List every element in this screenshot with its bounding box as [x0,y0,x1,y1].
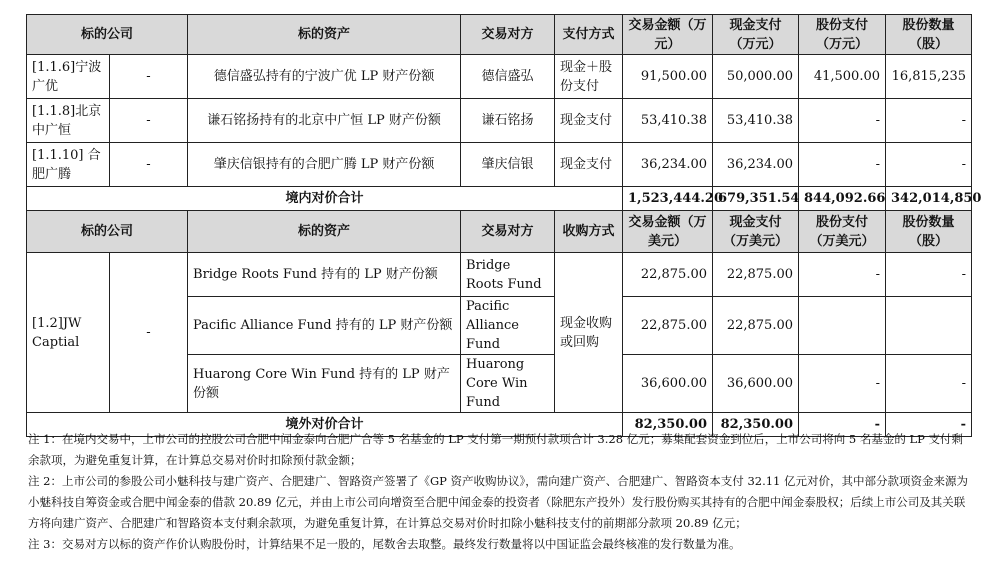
overseas-total-cash: 82,350.00 [713,413,799,437]
col-shares-qty: 股份数量（股） [886,15,972,55]
note-3: 注 3：交易对方以标的资产作价认购股份时，计算结果不足一股的，尾数舍去取整。最终发行数量将以中国证监会最终核准的发行数量为准。 [28,537,741,551]
domestic-total-label: 境内对价合计 [27,187,623,211]
header-row-domestic [27,15,972,55]
share-cell [799,297,886,355]
company-code: [1.1.10] 合肥广腾 [27,143,110,187]
asset-cell: Huarong Core Win Fund 持有的 LP 财产份额 [188,355,461,413]
payment-cell: 现金支付 [555,99,623,143]
counterparty-cell: 谦石铭扬 [461,99,555,143]
overseas-total-amount: 82,350.00 [623,413,713,437]
asset-cell: 谦石铭扬持有的北京中广恒 LP 财产份额 [188,99,461,143]
asset-cell: 德信盛弘持有的宁波广优 LP 财产份额 [188,55,461,99]
amount-cell: 22,875.00 [623,253,713,297]
asset-cell: Bridge Roots Fund 持有的 LP 财产份额 [188,253,461,297]
company-dash: - [110,253,188,413]
col-asset: 标的资产 [188,211,461,253]
asset-cell: 肇庆信银持有的合肥广腾 LP 财产份额 [188,143,461,187]
share-cell: 41,500.00 [799,55,886,99]
share-cell: - [799,143,886,187]
domestic-total-share: 844,092.66 [799,187,886,211]
cash-cell: 53,410.38 [713,99,799,143]
company-code: [1.1.8]北京中广恒 [27,99,110,143]
table-row [27,55,972,99]
amount-cell: 22,875.00 [623,297,713,355]
amount-cell: 36,600.00 [623,355,713,413]
col-company: 标的公司 [27,15,188,55]
qty-cell: - [886,253,972,297]
method-cell: 现金收购或回购 [555,253,623,413]
amount-cell: 36,234.00 [623,143,713,187]
cash-cell: 22,875.00 [713,253,799,297]
payment-cell: 现金＋股份支付 [555,55,623,99]
share-cell: - [799,99,886,143]
qty-cell: 16,815,235 [886,55,972,99]
company-code: [1.2]JW Captial [27,253,110,413]
col-method: 收购方式 [555,211,623,253]
footnotes [28,429,973,555]
counterparty-cell: Bridge Roots Fund [461,253,555,297]
amount-cell: 91,500.00 [623,55,713,99]
col-payment: 支付方式 [555,15,623,55]
table-row [27,99,972,143]
company-dash: - [110,143,188,187]
col-asset: 标的资产 [188,15,461,55]
col-company: 标的公司 [27,211,188,253]
col-counterparty: 交易对方 [461,211,555,253]
note-1: 注 1：在境内交易中，上市公司的控股公司合肥中闻金泰向合肥广合等 5 名基金的 LP 支付第一期预付款项合计 3.28 亿元；募集配套资金到位后，上市公司将向 5 名基金的 LP 支付剩余款项，为避免重复计算，在计算总交易对价时扣除预付款金额； [28,432,964,467]
cash-cell: 22,875.00 [713,297,799,355]
counterparty-cell: 德信盛弘 [461,55,555,99]
counterparty-cell: 肇庆信银 [461,143,555,187]
transaction-table [26,14,982,437]
domestic-total-amount: 1,523,444.20 [623,187,713,211]
asset-cell: Pacific Alliance Fund 持有的 LP 财产份额 [188,297,461,355]
table-row [27,143,972,187]
company-dash: - [110,99,188,143]
counterparty-cell: Pacific Alliance Fund [461,297,555,355]
company-code: [1.1.6]宁波广优 [27,55,110,99]
table-row [27,253,972,297]
domestic-total-cash: 679,351.54 [713,187,799,211]
counterparty-cell: Huarong Core Win Fund [461,355,555,413]
domestic-total-qty: 342,014,850 [886,187,972,211]
company-dash: - [110,55,188,99]
col-share: 股份支付（万元） [799,15,886,55]
overseas-total-share: - [799,413,886,437]
col-shares-qty: 股份数量（股） [886,211,972,253]
col-cash: 现金支付（万元） [713,15,799,55]
col-amount: 交易金额（万元） [623,15,713,55]
qty-cell: - [886,143,972,187]
cash-cell: 36,600.00 [713,355,799,413]
payment-cell: 现金支付 [555,143,623,187]
col-share: 股份支付（万美元） [799,211,886,253]
cash-cell: 36,234.00 [713,143,799,187]
note-2: 注 2：上市公司的参股公司小魅科技与建广资产、合肥建广、智路资产签署了《GP 资产收购协议》，需向建广资产、合肥建广、智路资本支付 32.11 亿元对价，其中部分款项资金来源为小魅科技自筹资金或合肥中闻金泰的借款 20.89 亿元，并由上市公司向增资至合肥中闻金泰的投资者（除肥东产投外）发行股份购买其持有的合肥中闻金泰股权；后续上市公司及其关联方将向建广资产、合肥建广和智路资本支付剩余款项，为避免重复计算，在计算总交易对价时扣除小魅科技支付的前期部分款项 20.89 亿元； [28,474,969,530]
share-cell: - [799,253,886,297]
cash-cell: 50,000.00 [713,55,799,99]
share-cell: - [799,355,886,413]
overseas-total-label: 境外对价合计 [27,413,623,437]
header-row-overseas [27,211,972,253]
amount-cell: 53,410.38 [623,99,713,143]
col-counterparty: 交易对方 [461,15,555,55]
overseas-total-qty: - [886,413,972,437]
col-amount: 交易金额（万美元） [623,211,713,253]
col-cash: 现金支付（万美元） [713,211,799,253]
domestic-total-row [27,187,972,211]
qty-cell: - [886,99,972,143]
qty-cell [886,297,972,355]
qty-cell: - [886,355,972,413]
